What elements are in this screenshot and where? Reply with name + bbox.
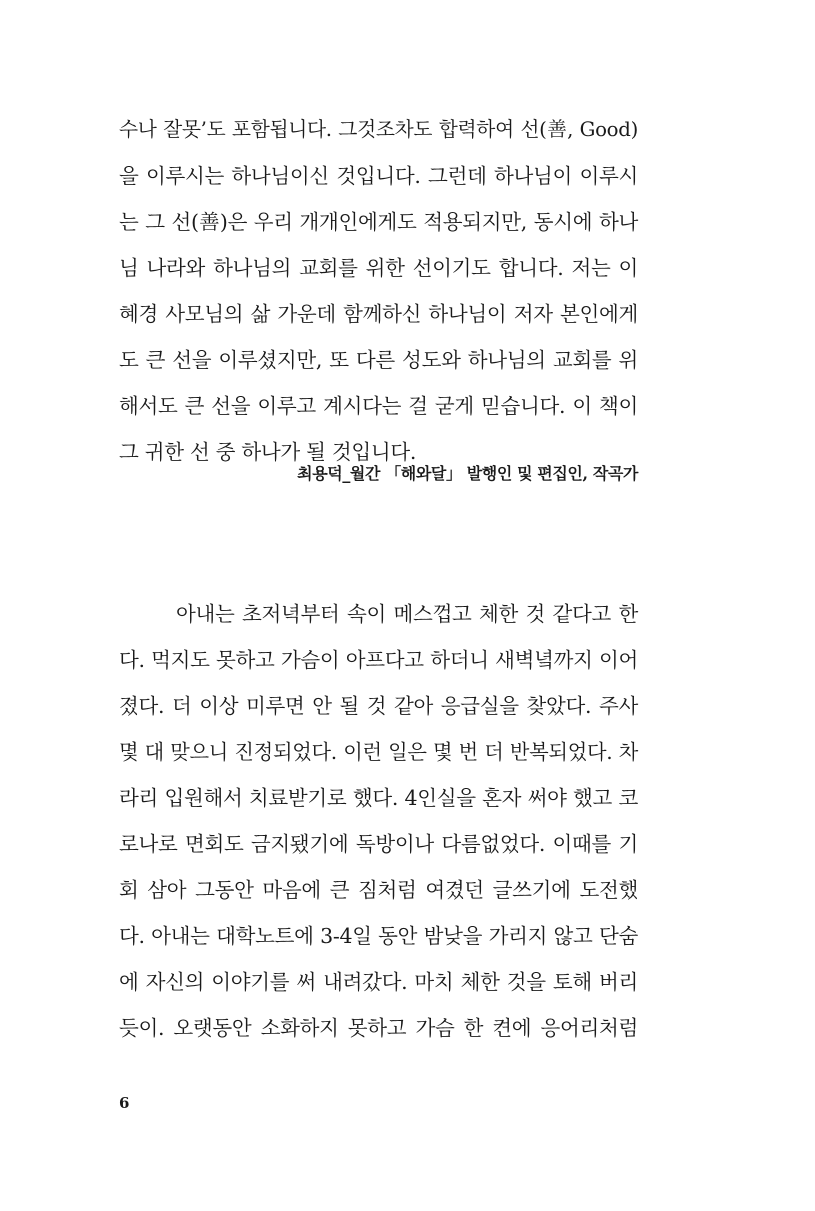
text-line: 에 자신의 이야기를 써 내려갔다. 마치 체한 것을 토해 버리	[119, 970, 638, 994]
body-paragraph	[119, 591, 638, 1051]
text-line: 님 나라와 하나님의 교회를 위한 선이기도 합니다. 저는 이	[119, 256, 638, 280]
text-line: 몇 대 맞으니 진정되었다. 이런 일은 몇 번 더 반복되었다. 차	[119, 740, 638, 764]
text-line: 도 큰 선을 이루셨지만, 또 다른 성도와 하나님의 교회를 위	[119, 348, 638, 372]
text-line: 졌다. 더 이상 미루면 안 될 것 같아 응급실을 찾았다. 주사	[119, 694, 638, 718]
text-line: 수나 잘못’도 포함됩니다. 그것조차도 합력하여 선(善, Good)	[119, 118, 638, 141]
text-line: 는 그 선(善)은 우리 개개인에게도 적용되지만, 동시에 하나	[119, 210, 638, 234]
text-line: 다. 먹지도 못하고 가슴이 아프다고 하더니 새벽녘까지 이어	[119, 648, 638, 672]
text-line: 혜경 사모님의 삶 가운데 함께하신 하나님이 저자 본인에게	[119, 302, 638, 326]
page-number: 6	[119, 1094, 130, 1112]
text-line: 그 귀한 선 중 하나가 될 것입니다.	[119, 440, 417, 464]
text-line: 을 이루시는 하나님이신 것입니다. 그런데 하나님이 이루시	[119, 164, 638, 188]
text-line: 듯이. 오랫동안 소화하지 못하고 가슴 한 켠에 응어리처럼	[119, 1016, 638, 1040]
text-line: 라리 입원해서 치료받기로 했다. 4인실을 혼자 써야 했고 코	[119, 786, 638, 810]
text-line: 다. 아내는 대학노트에 3-4일 동안 밤낮을 가리지 않고 단숨	[119, 924, 638, 948]
text-line: 로나로 면회도 금지됐기에 독방이나 다름없었다. 이때를 기	[119, 832, 638, 856]
text-line: 해서도 큰 선을 이루고 계시다는 걸 굳게 믿습니다. 이 책이	[119, 394, 638, 418]
endorsement-paragraph	[119, 107, 638, 475]
text-line: 회 삼아 그동안 마음에 큰 짐처럼 여겼던 글쓰기에 도전했	[119, 878, 638, 902]
endorsement-attribution: 최용덕_월간 「해와달」 발행인 및 편집인, 작곡가	[297, 464, 638, 483]
text-line: 아내는 초저녁부터 속이 메스껍고 체한 것 같다고 한	[176, 602, 638, 626]
